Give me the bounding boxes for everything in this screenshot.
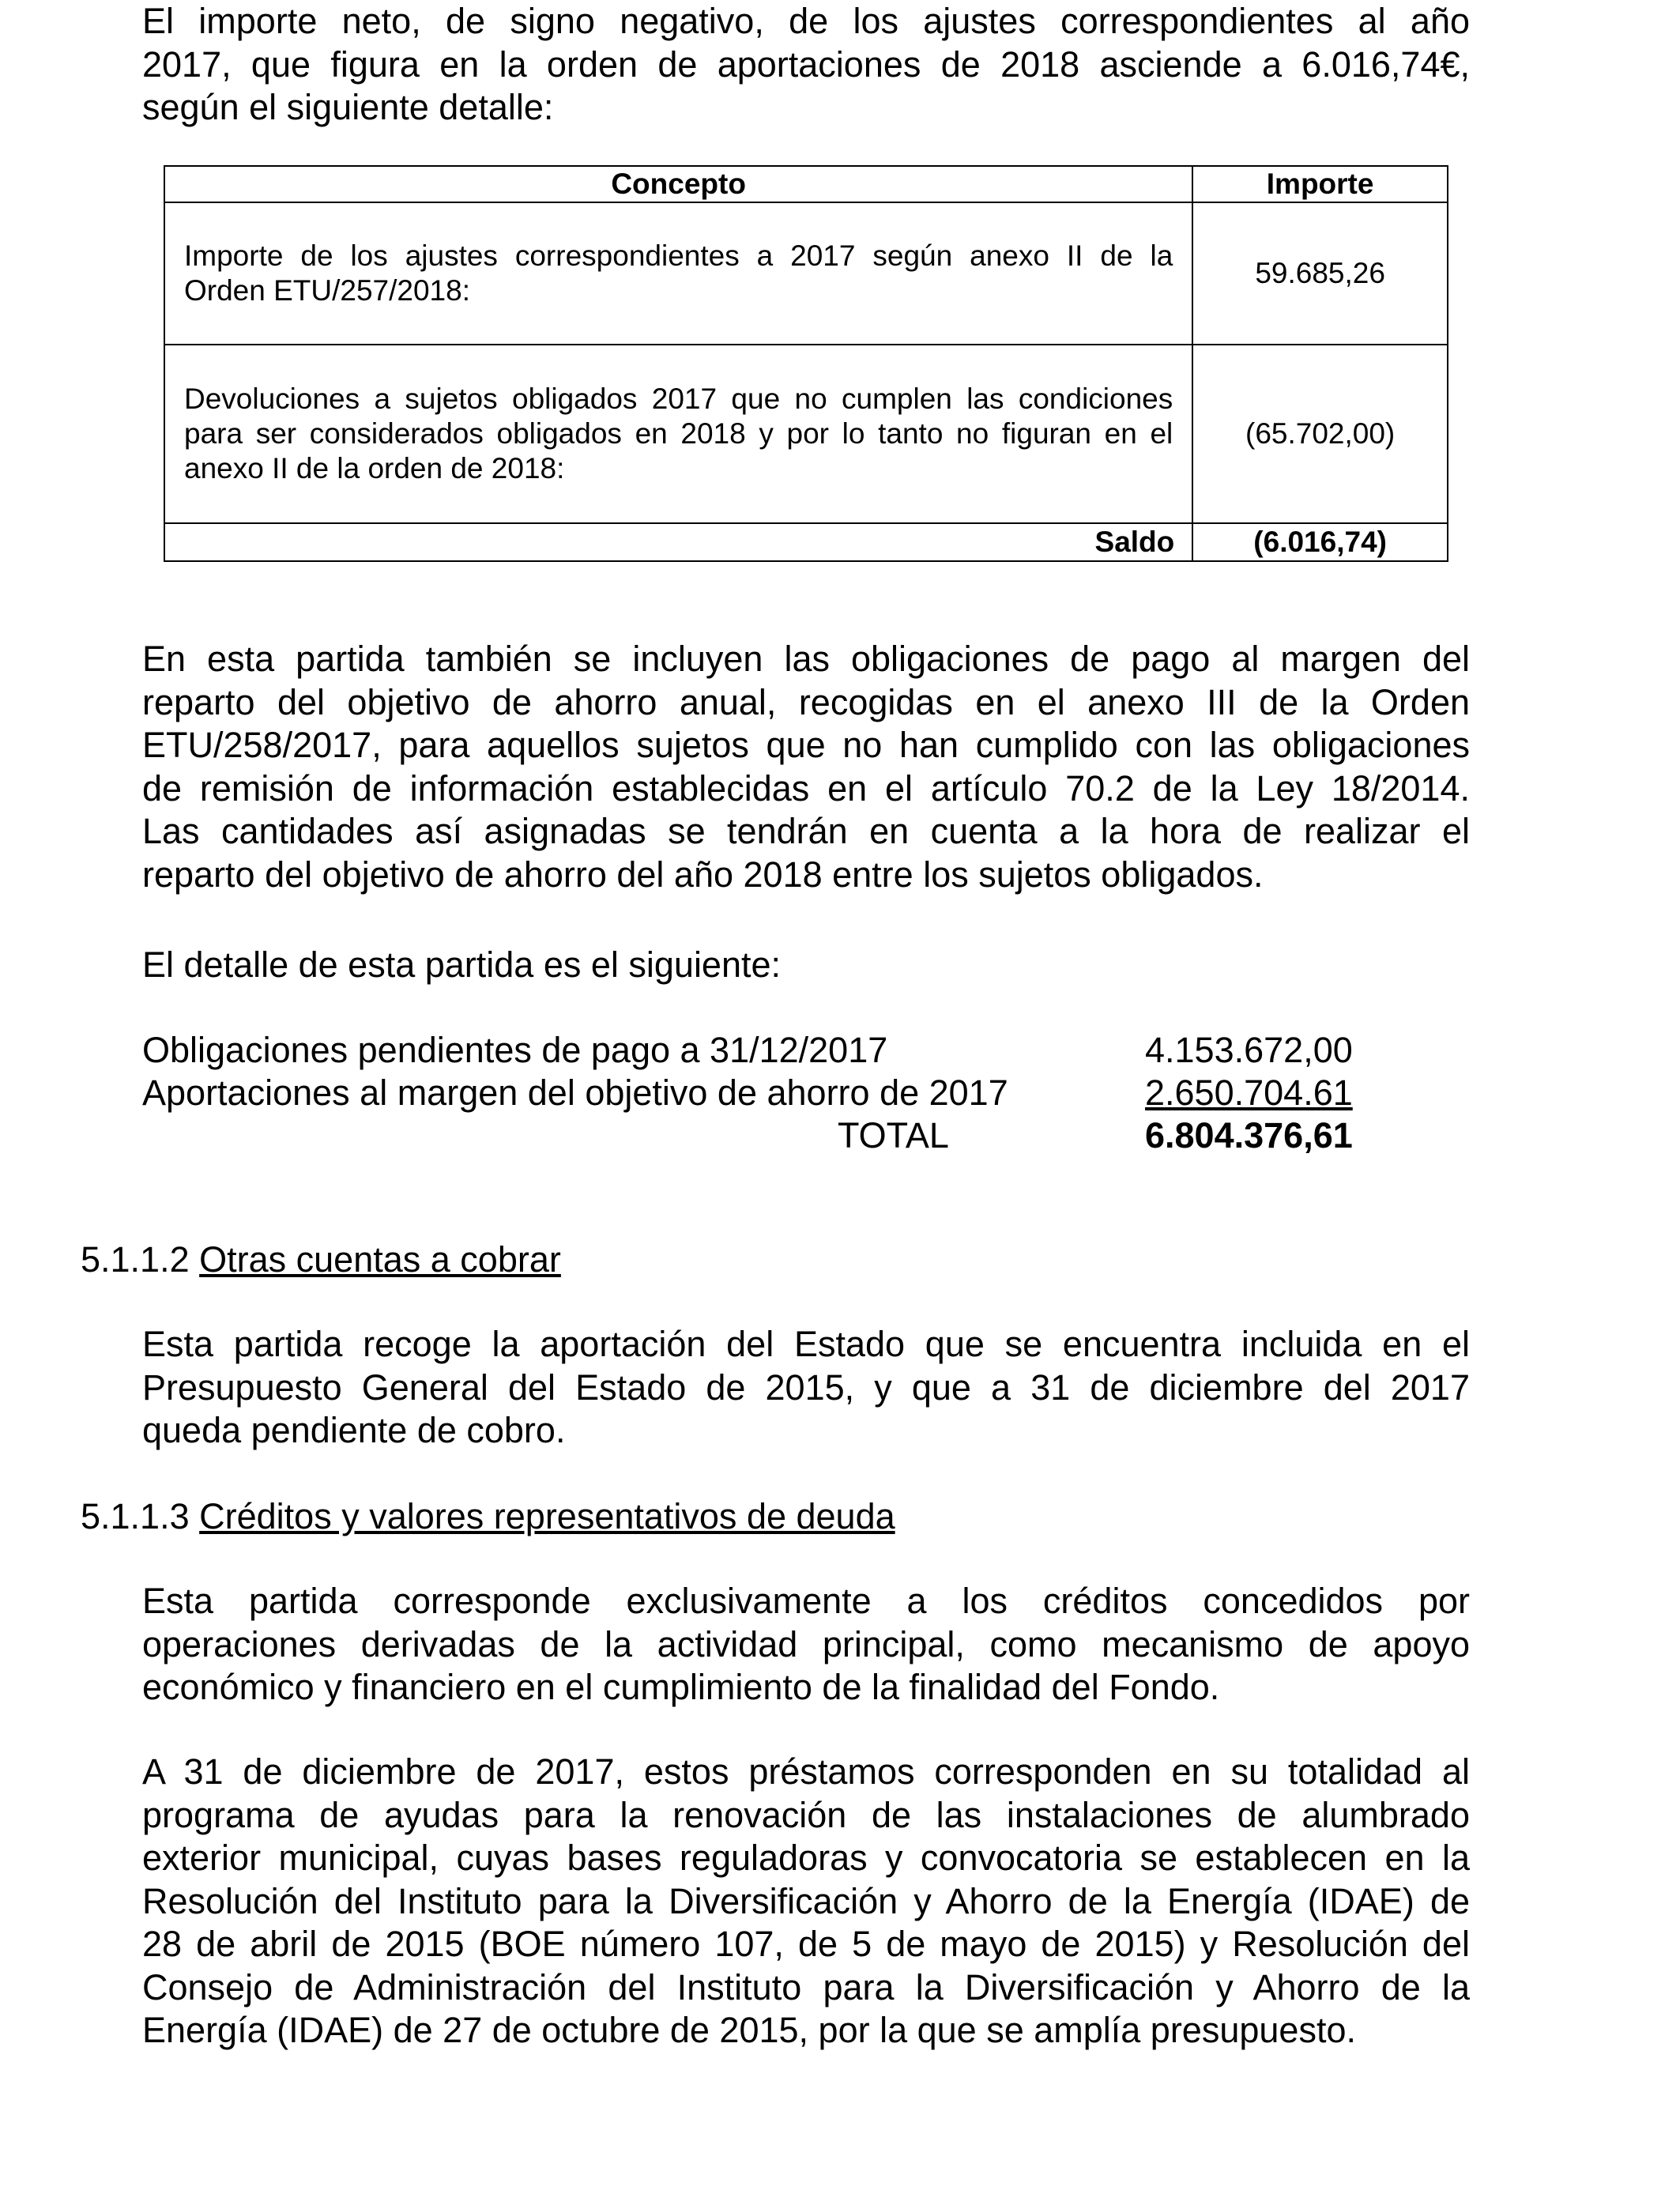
text-line: Resolución del Instituto para la Diversificación y Ahorro de la Energía (IDAE) de [142, 1880, 1470, 1921]
detail-item-label: Obligaciones pendientes de pago a 31/12/2017 [142, 1030, 888, 1070]
text-line: reparto del objetivo de ahorro del año 2018 entre los sujetos obligados. [142, 854, 1264, 895]
total-amount: (6.016,74) [1192, 523, 1448, 561]
table-row [164, 202, 1448, 345]
amount-cell: 59.685,26 [1192, 202, 1448, 345]
section-number: 5.1.1.3 [81, 1496, 190, 1536]
detail-item-amount: 4.153.672,00 [1145, 1030, 1353, 1070]
text-line: Esta partida recoge la aportación del Estado que se encuentra incluida en el [142, 1324, 1470, 1364]
section-heading-5113 [81, 1495, 895, 1539]
detail-item-amount: 2.650.704.61 [1145, 1072, 1353, 1113]
section-number: 5.1.1.2 [81, 1239, 190, 1280]
text-line: Consejo de Administración del Instituto para la Diversificación y Ahorro de la [142, 1966, 1470, 2007]
section-heading-5112 [81, 1238, 561, 1282]
text-line: A 31 de diciembre de 2017, estos préstamos corresponden en su totalidad al [142, 1751, 1470, 1792]
concept-line: Devoluciones a sujetos obligados 2017 que no cumplen las condiciones [184, 383, 1173, 415]
text-line: ETU/258/2017, para aquellos sujetos que no han cumplido con las obligaciones [142, 725, 1470, 765]
text-line: reparto del objetivo de ahorro anual, recogidas en el anexo III de la Orden [142, 681, 1470, 722]
detail-total-label: TOTAL [838, 1115, 949, 1155]
detail-intro: El detalle de esta partida es el siguiente: [142, 944, 782, 985]
text-line: Las cantidades así asignadas se tendrán en cuenta a la hora de realizar el [142, 811, 1470, 851]
text-line: según el siguiente detalle: [142, 87, 554, 127]
text-line: de remisión de información establecidas en el artículo 70.2 de la Ley 18/2014. [142, 767, 1470, 809]
concept-cell [164, 202, 1192, 345]
concept-line: anexo II de la orden de 2018: [184, 452, 565, 484]
concept-line: para ser considerados obligados en 2018 y por lo tanto no figuran en el [184, 417, 1173, 450]
text-line: Esta partida corresponde exclusivamente a los créditos concedidos por [142, 1581, 1470, 1621]
section-title: Otras cuentas a cobrar [199, 1239, 561, 1280]
amount-cell: (65.702,00) [1192, 345, 1448, 523]
text-line: operaciones derivadas de la actividad principal, como mecanismo de apoyo [142, 1623, 1470, 1664]
text-line: 2017, que figura en la orden de aportaciones de 2018 asciende a 6.016,74€, [142, 43, 1470, 85]
obligations-paragraph [142, 638, 1470, 896]
section-5112-paragraph [142, 1323, 1470, 1453]
text-line: económico y financiero en el cumplimiento de la finalidad del Fondo. [142, 1667, 1220, 1707]
concept-line: Orden ETU/257/2018: [184, 274, 470, 307]
detail-total-amount: 6.804.376,61 [1145, 1115, 1353, 1155]
column-header-amount: Importe [1192, 166, 1448, 202]
intro-paragraph [142, 0, 1470, 130]
section-5113-paragraph-1 [142, 1580, 1470, 1710]
table-total-row [164, 523, 1448, 561]
table-header-row [164, 166, 1448, 202]
text-line: exterior municipal, cuyas bases reguladoras y convocatoria se establecen en la [142, 1838, 1470, 1878]
text-line: El importe neto, de signo negativo, de los ajustes correspondientes al año [142, 1, 1470, 41]
section-title: Créditos y valores representativos de deuda [199, 1496, 895, 1536]
column-header-concept: Concepto [164, 166, 1192, 202]
detail-item-label: Aportaciones al margen del objetivo de ahorro de 2017 [142, 1072, 1008, 1113]
text-line: Presupuesto General del Estado de 2015, y que a 31 de diciembre del 2017 [142, 1367, 1470, 1408]
text-line: queda pendiente de cobro. [142, 1410, 566, 1450]
text-line: 28 de abril de 2015 (BOE número 107, de 5 de mayo de 2015) y Resolución del [142, 1924, 1470, 1964]
table-row [164, 345, 1448, 523]
total-label: Saldo [164, 523, 1192, 561]
text-line: programa de ayudas para la renovación de las instalaciones de alumbrado [142, 1794, 1470, 1835]
text-line: Energía (IDAE) de 27 de octubre de 2015, por la que se amplía presupuesto. [142, 2010, 1356, 2050]
section-5113-paragraph-2 [142, 1751, 1470, 2053]
text-line: En esta partida también se incluyen las obligaciones de pago al margen del [142, 639, 1470, 679]
concept-cell [164, 345, 1192, 523]
concept-line: Importe de los ajustes correspondientes a 2017 según anexo II de la [184, 239, 1173, 272]
adjustments-table [164, 165, 1448, 562]
